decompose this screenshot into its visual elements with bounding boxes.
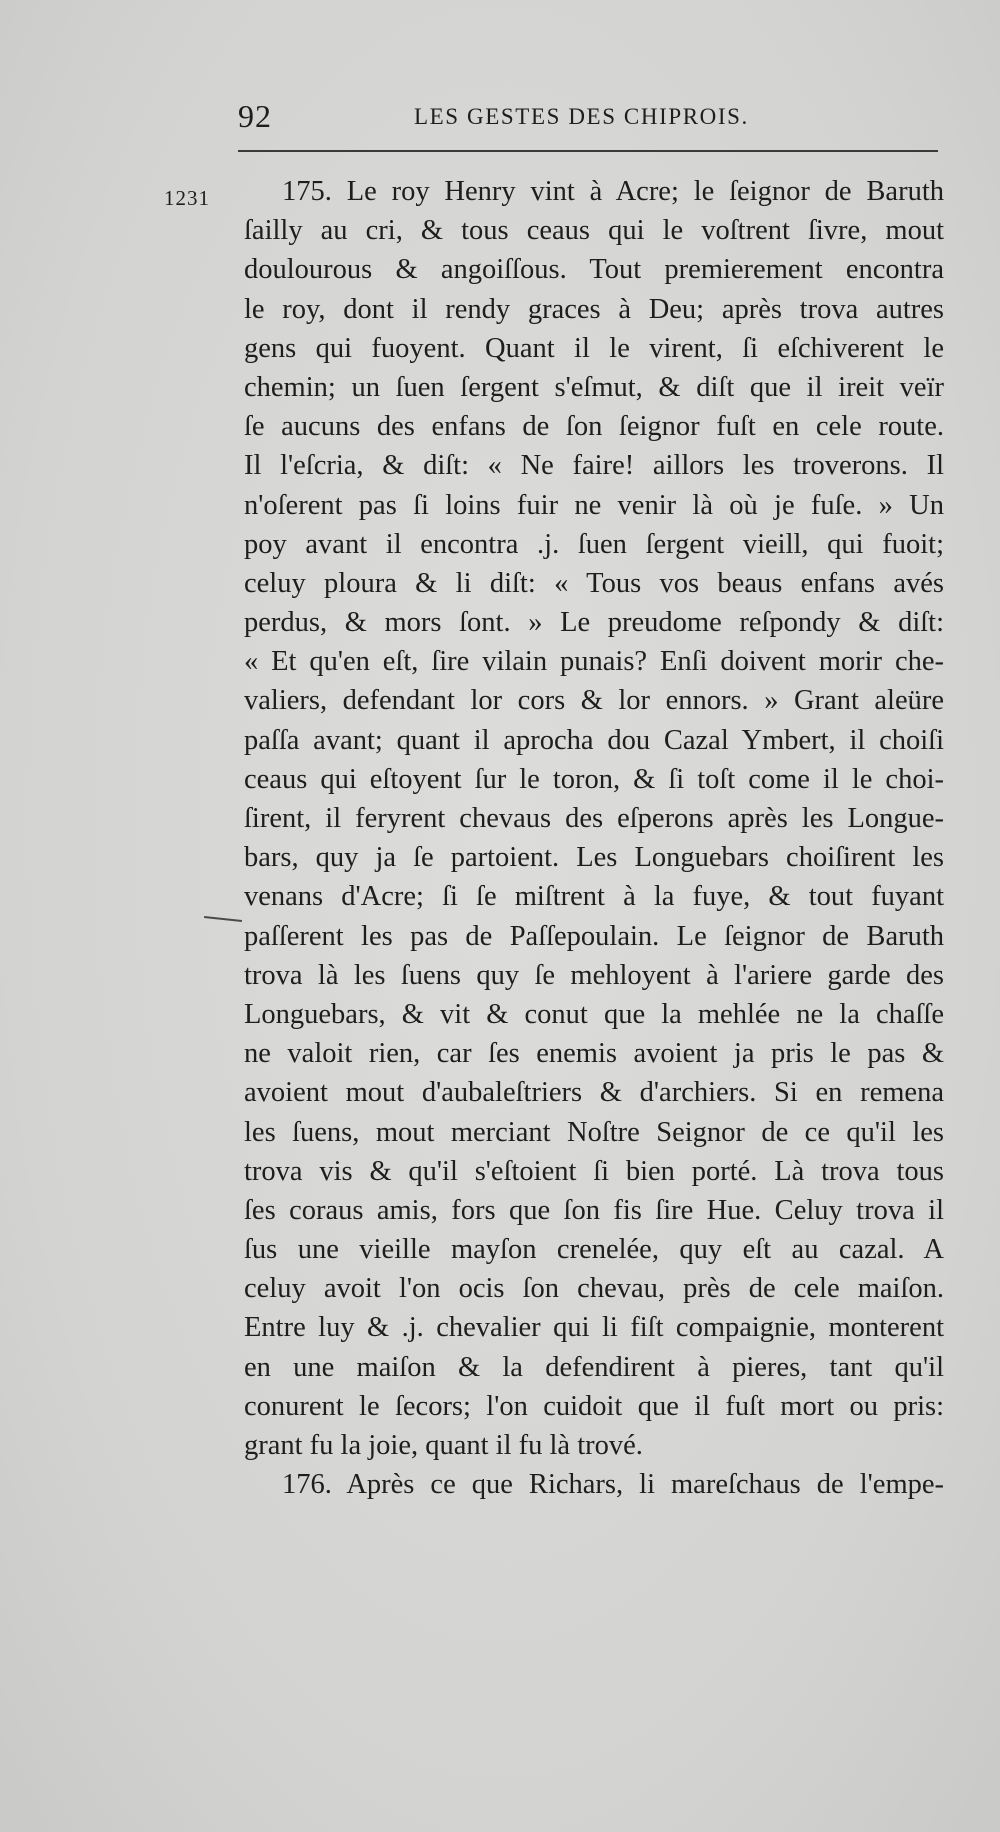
- page-header: [238, 98, 938, 138]
- text-line: n'oſerent pas ſi loins fuir ne venir là où je fuſe. » Un: [244, 489, 944, 521]
- text-line: perdus, & mors ſont. » Le preudome reſpondy & diſt:: [244, 607, 944, 639]
- text-line: conurent le ſecors; l'on cuidoit que il fuſt mort ou pris:: [244, 1390, 944, 1422]
- text-line: bars, quy ja ſe partoient. Les Longuebars choiſirent les: [244, 842, 944, 874]
- text-line: trova vis & qu'il s'eſtoient ſi bien porté. Là trova tous: [244, 1155, 944, 1187]
- text-line: en une maiſon & la defendirent à pieres, tant qu'il: [244, 1351, 944, 1383]
- text-line: Longuebars, & vit & conut que la mehlée ne la chaſſe: [244, 998, 944, 1030]
- text-line: grant fu la joie, quant il fu là trové.: [244, 1430, 643, 1461]
- margin-year: 1231: [164, 186, 210, 210]
- text-line: ſailly au cri, & tous ceaus qui le voſtrent ſivre, mout: [244, 215, 944, 247]
- page-number: 92: [238, 98, 272, 134]
- text-line: le roy, dont il rendy graces à Deu; après trova autres: [244, 293, 944, 325]
- body-text: [244, 172, 944, 1504]
- text-line: Entre luy & .j. chevalier qui li fiſt compaignie, monterent: [244, 1312, 944, 1344]
- header-rule: [238, 150, 938, 152]
- text-line: celuy ploura & li diſt: « Tous vos beaus enfans avés: [244, 567, 944, 599]
- text-line: celuy avoit l'on ocis ſon chevau, près de cele maiſon.: [244, 1273, 944, 1305]
- text-line: ſus une vieille mayſon crenelée, quy eſt au cazal. A: [244, 1234, 944, 1266]
- text-line: chemin; un ſuen ſergent s'eſmut, & diſt que il ireit veïr: [244, 371, 944, 403]
- margin-dash-mark: [204, 916, 242, 922]
- running-title: LES GESTES DES CHIPROIS.: [414, 104, 749, 129]
- text-line: les ſuens, mout merciant Noſtre Seignor de ce qu'il les: [244, 1116, 944, 1148]
- text-line: ſe aucuns des enfans de ſon ſeignor fuſt en cele route.: [244, 411, 944, 443]
- text-line: ſirent, il feryrent chevaus des eſperons après les Longue-: [244, 803, 944, 834]
- text-line: ſes coraus amis, fors que ſon fis ſire Hue. Celuy trova il: [244, 1194, 944, 1226]
- text-line: Il l'eſcria, & diſt: « Ne faire! aillors les troverons. Il: [244, 450, 944, 482]
- text-line: gens qui fuoyent. Quant il le virent, ſi eſchiverent le: [244, 332, 944, 364]
- text-line: ceaus qui eſtoyent ſur le toron, & ſi toſt come il le choi-: [244, 763, 944, 795]
- text-line: avoient mout d'aubaleſtriers & d'archiers. Si en remena: [244, 1077, 944, 1109]
- text-line: 176. Après ce que Richars, li mareſchaus de l'empe-: [282, 1469, 944, 1501]
- text-line: doulourous & angoiſſous. Tout premierement encontra: [244, 254, 944, 286]
- text-line: paſſa avant; quant il aprocha dou Cazal Ymbert, il choiſi: [244, 724, 944, 756]
- text-line: venans d'Acre; ſi ſe miſtrent à la fuye, & tout fuyant: [244, 881, 944, 913]
- text-line: trova là les ſuens quy ſe mehloyent à l'ariere garde des: [244, 959, 944, 991]
- text-line: « Et qu'en eſt, ſire vilain punais? Enſi doivent morir che-: [244, 646, 944, 678]
- text-line: ne valoit rien, car ſes enemis avoient ja pris le pas &: [244, 1038, 944, 1070]
- text-line: paſſerent les pas de Paſſepoulain. Le ſeignor de Baruth: [244, 920, 944, 952]
- text-line: poy avant il encontra .j. ſuen ſergent vieill, qui fuoit;: [244, 528, 944, 560]
- text-line: valiers, defendant lor cors & lor ennors. » Grant aleüre: [244, 685, 944, 717]
- text-line: 175. Le roy Henry vint à Acre; le ſeignor de Baruth: [282, 176, 944, 207]
